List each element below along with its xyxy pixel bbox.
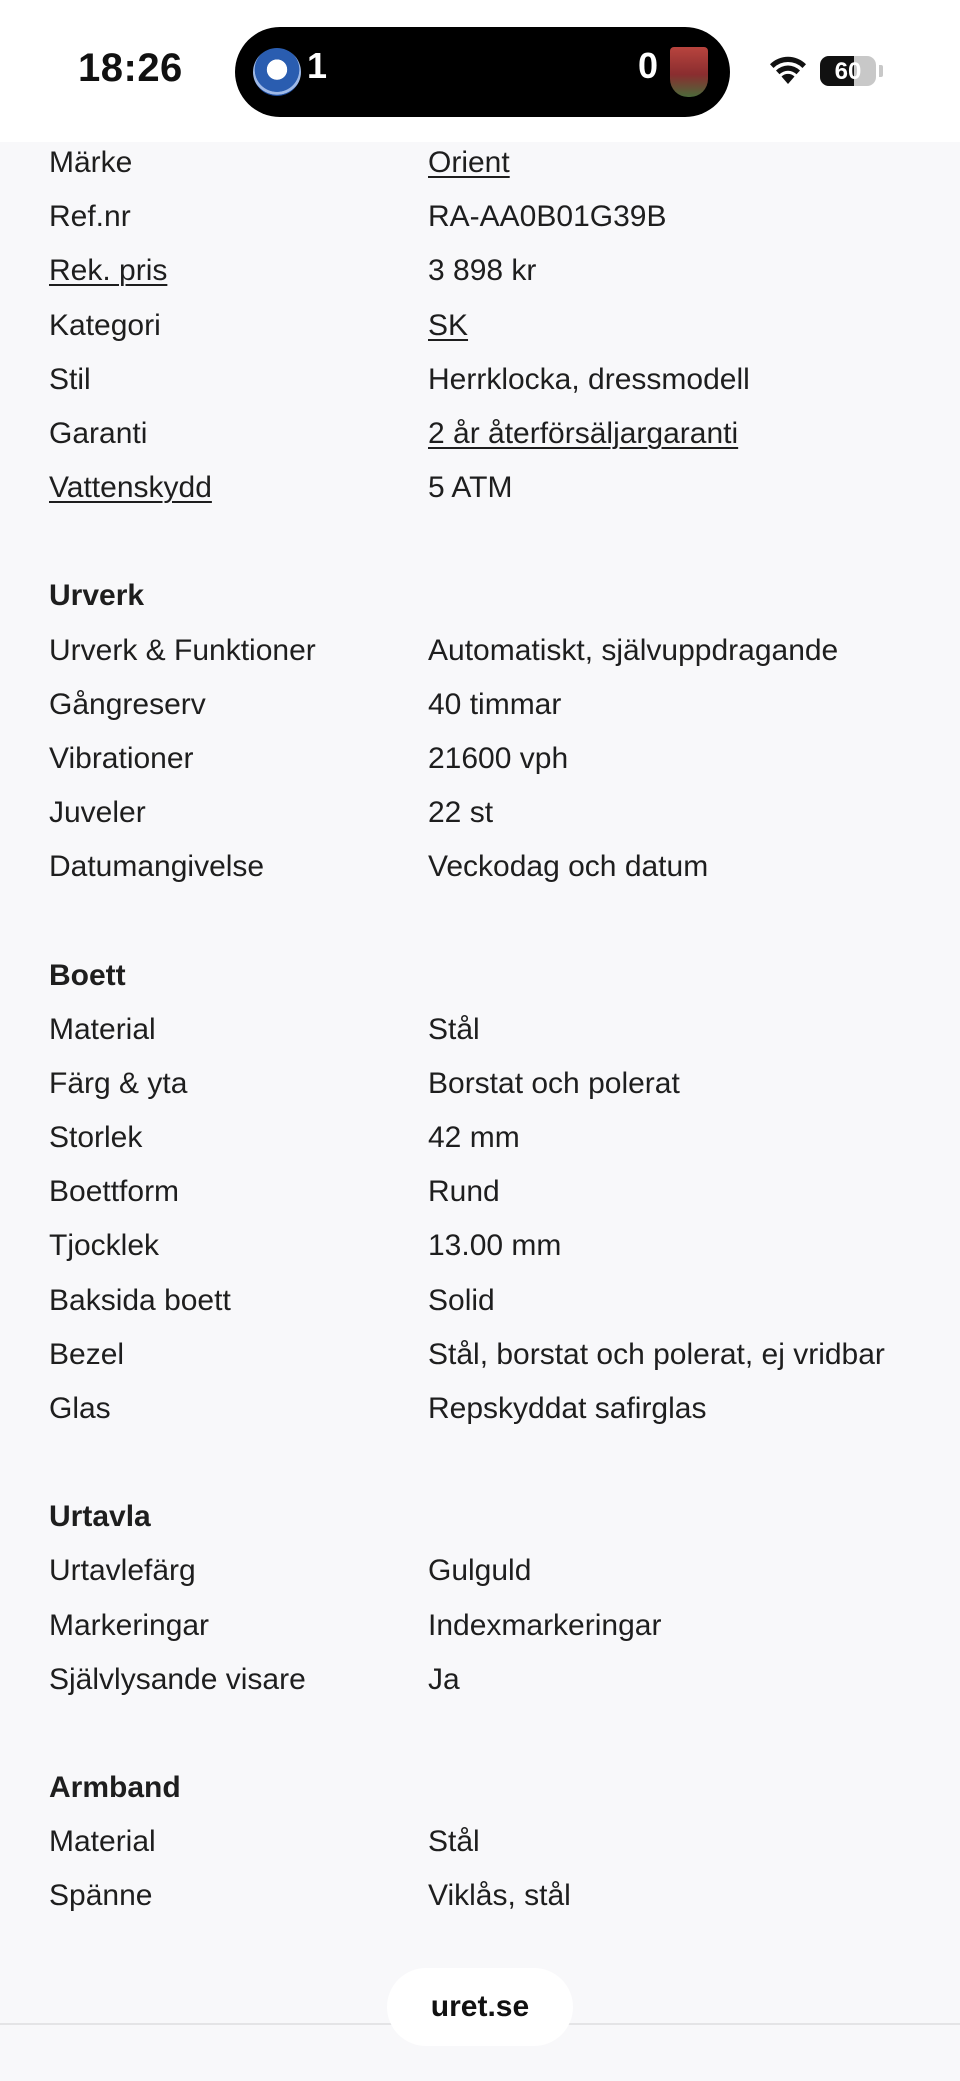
spec-value: 21600 vph [428,741,569,775]
spec-label: Glas [49,1392,111,1426]
spec-row [49,1111,929,1165]
battery-level: 60 [834,58,862,85]
spec-row [49,1653,929,1707]
spec-row-category [49,299,929,353]
spec-label: Boettform [49,1175,180,1209]
spec-value: Viklås, stål [428,1879,571,1913]
spec-value: Solid [428,1283,495,1317]
product-specifications [49,136,929,1923]
spec-label: Markeringar [49,1608,210,1642]
spec-value: Rund [428,1175,500,1209]
spec-value: Stål, borstat och polerat, ej vridbar [428,1337,885,1371]
spec-value: RA-AA0B01G39B [428,200,667,234]
spec-label: Storlek [49,1121,143,1155]
away-team-crest-icon [670,47,708,97]
spec-label: Material [49,1825,156,1859]
spec-label: Datumangivelse [49,850,265,884]
spec-row [49,678,929,732]
dynamic-island-live-score[interactable] [235,27,730,117]
clock: 18:26 [78,46,183,90]
dial-section [49,1490,929,1707]
spec-label: Märke [49,146,133,180]
section-title: Armband [49,1770,181,1804]
spec-row-ref [49,190,929,244]
home-team-crest-icon [253,48,301,96]
spec-label: Gångreserv [49,687,206,721]
address-bar[interactable]: uret.se [387,1968,573,2046]
spec-label: Bezel [49,1337,125,1371]
spec-value: 3 898 kr [428,254,537,288]
spec-row [49,840,929,894]
spec-row-water-resistance [49,461,929,515]
spec-value: Gulguld [428,1554,532,1588]
spec-row-warranty [49,407,929,461]
spec-row [49,1328,929,1382]
spec-row-style [49,353,929,407]
spec-label: Färg & yta [49,1066,188,1100]
spec-value: Stål [428,1825,480,1859]
home-score: 1 [307,45,328,86]
spec-value: Herrklocka, dressmodell [428,362,750,396]
spec-label: Urtavlefärg [49,1554,196,1588]
general-specs [49,136,929,515]
spec-label: Garanti [49,417,148,451]
spec-value: Veckodag och datum [428,850,709,884]
spec-row [49,1382,929,1436]
spec-value: Automatiskt, självuppdragande [428,633,839,667]
spec-value: Repskyddat safirglas [428,1392,707,1426]
spec-label: Tjocklek [49,1229,160,1263]
spec-row [49,1869,929,1923]
case-section [49,948,929,1436]
section-title: Urtavla [49,1500,151,1534]
spec-value: 13.00 mm [428,1229,562,1263]
spec-row [49,1544,929,1598]
spec-label: Ref.nr [49,200,131,234]
spec-label: Stil [49,362,91,396]
spec-row [49,732,929,786]
bracelet-section [49,1761,929,1924]
spec-row [49,1057,929,1111]
battery-tip [879,65,883,77]
status-bar [0,0,960,142]
spec-value: 22 st [428,796,494,830]
spec-value: 40 timmar [428,687,562,721]
movement-section [49,569,929,894]
spec-value: 5 ATM [428,471,513,505]
category-link[interactable]: SK [428,308,469,342]
battery-icon [820,56,876,86]
recommended-price-link[interactable]: Rek. pris [49,254,168,288]
spec-value: 42 mm [428,1121,520,1155]
warranty-link[interactable]: 2 år återförsäljargaranti [428,417,739,451]
brand-link[interactable]: Orient [428,146,510,180]
spec-value: Ja [428,1662,460,1696]
spec-row [49,1599,929,1653]
spec-label: Vibrationer [49,741,194,775]
spec-row [49,1219,929,1273]
spec-label: Baksida boett [49,1283,231,1317]
spec-row [49,1165,929,1219]
spec-row [49,1815,929,1869]
section-title: Urverk [49,579,145,613]
section-title: Boett [49,958,126,992]
wifi-icon [766,52,810,86]
spec-row [49,1003,929,1057]
spec-label: Urverk & Funktioner [49,633,316,667]
spec-row [49,1274,929,1328]
spec-label: Juveler [49,796,146,830]
spec-label: Kategori [49,308,161,342]
spec-value: Stål [428,1012,480,1046]
spec-row [49,624,929,678]
away-score: 0 [637,45,658,86]
water-resistance-link[interactable]: Vattenskydd [49,471,212,505]
spec-row [49,786,929,840]
spec-value: Indexmarkeringar [428,1608,662,1642]
spec-label: Självlysande visare [49,1662,306,1696]
spec-label: Spänne [49,1879,153,1913]
spec-label: Material [49,1012,156,1046]
spec-value: Borstat och polerat [428,1066,680,1100]
spec-row-brand [49,136,929,190]
spec-row-price [49,244,929,298]
